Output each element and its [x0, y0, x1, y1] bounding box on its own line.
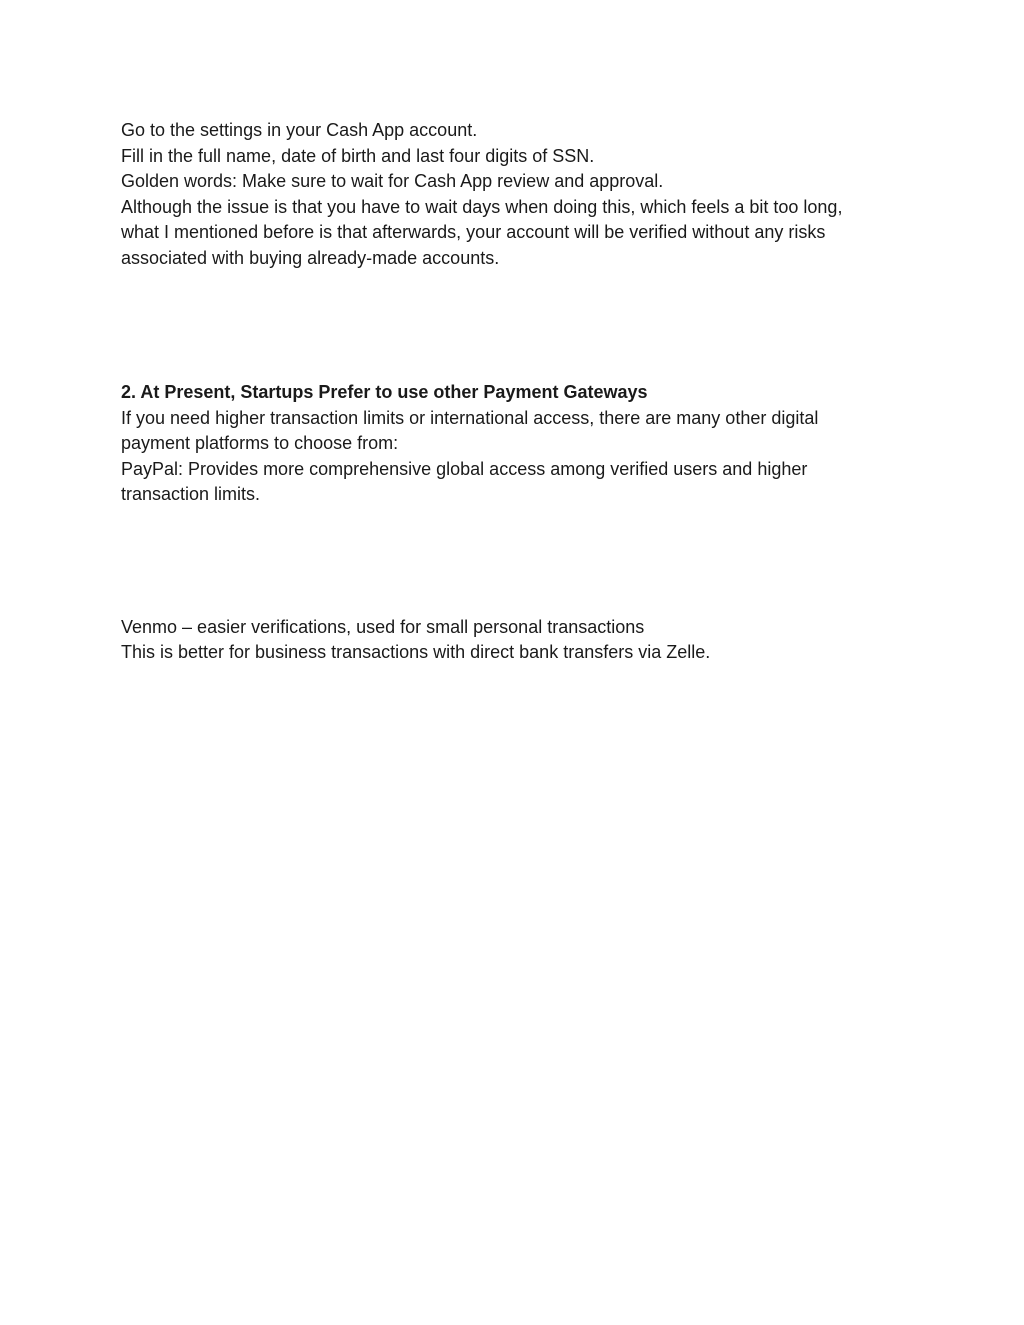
- text-line: Venmo – easier verifications, used for small personal transactions: [121, 616, 645, 637]
- spacer: [121, 271, 911, 380]
- text-line: payment platforms to choose from:: [121, 433, 399, 453]
- text-line: Golden words: Make sure to wait for Cash App review and approval.: [121, 171, 664, 191]
- document-body: [121, 118, 911, 666]
- text-line: transaction limits.: [121, 484, 261, 504]
- text-line: If you need higher transaction limits or international access, there are many other digital: [121, 407, 819, 428]
- text-line: PayPal: Provides more comprehensive global access among verified users and higher: [121, 458, 808, 479]
- section-heading: 2. At Present, Startups Prefer to use other Payment Gateways: [121, 382, 648, 402]
- section-other-gateways: [121, 380, 911, 508]
- text-line: Fill in the full name, date of birth and last four digits of SSN.: [121, 145, 595, 166]
- text-line: This is better for business transactions with direct bank transfers via Zelle.: [121, 642, 711, 662]
- paragraph-verification-steps: [121, 118, 911, 271]
- text-line: Go to the settings in your Cash App account.: [121, 120, 478, 140]
- text-line: associated with buying already-made accounts.: [121, 247, 500, 268]
- spacer: [121, 508, 911, 615]
- text-line: what I mentioned before is that afterwards, your account will be verified without any risks: [121, 222, 826, 242]
- text-line: Although the issue is that you have to wait days when doing this, which feels a bit too long,: [121, 196, 843, 217]
- paragraph-venmo-zelle: [121, 615, 911, 666]
